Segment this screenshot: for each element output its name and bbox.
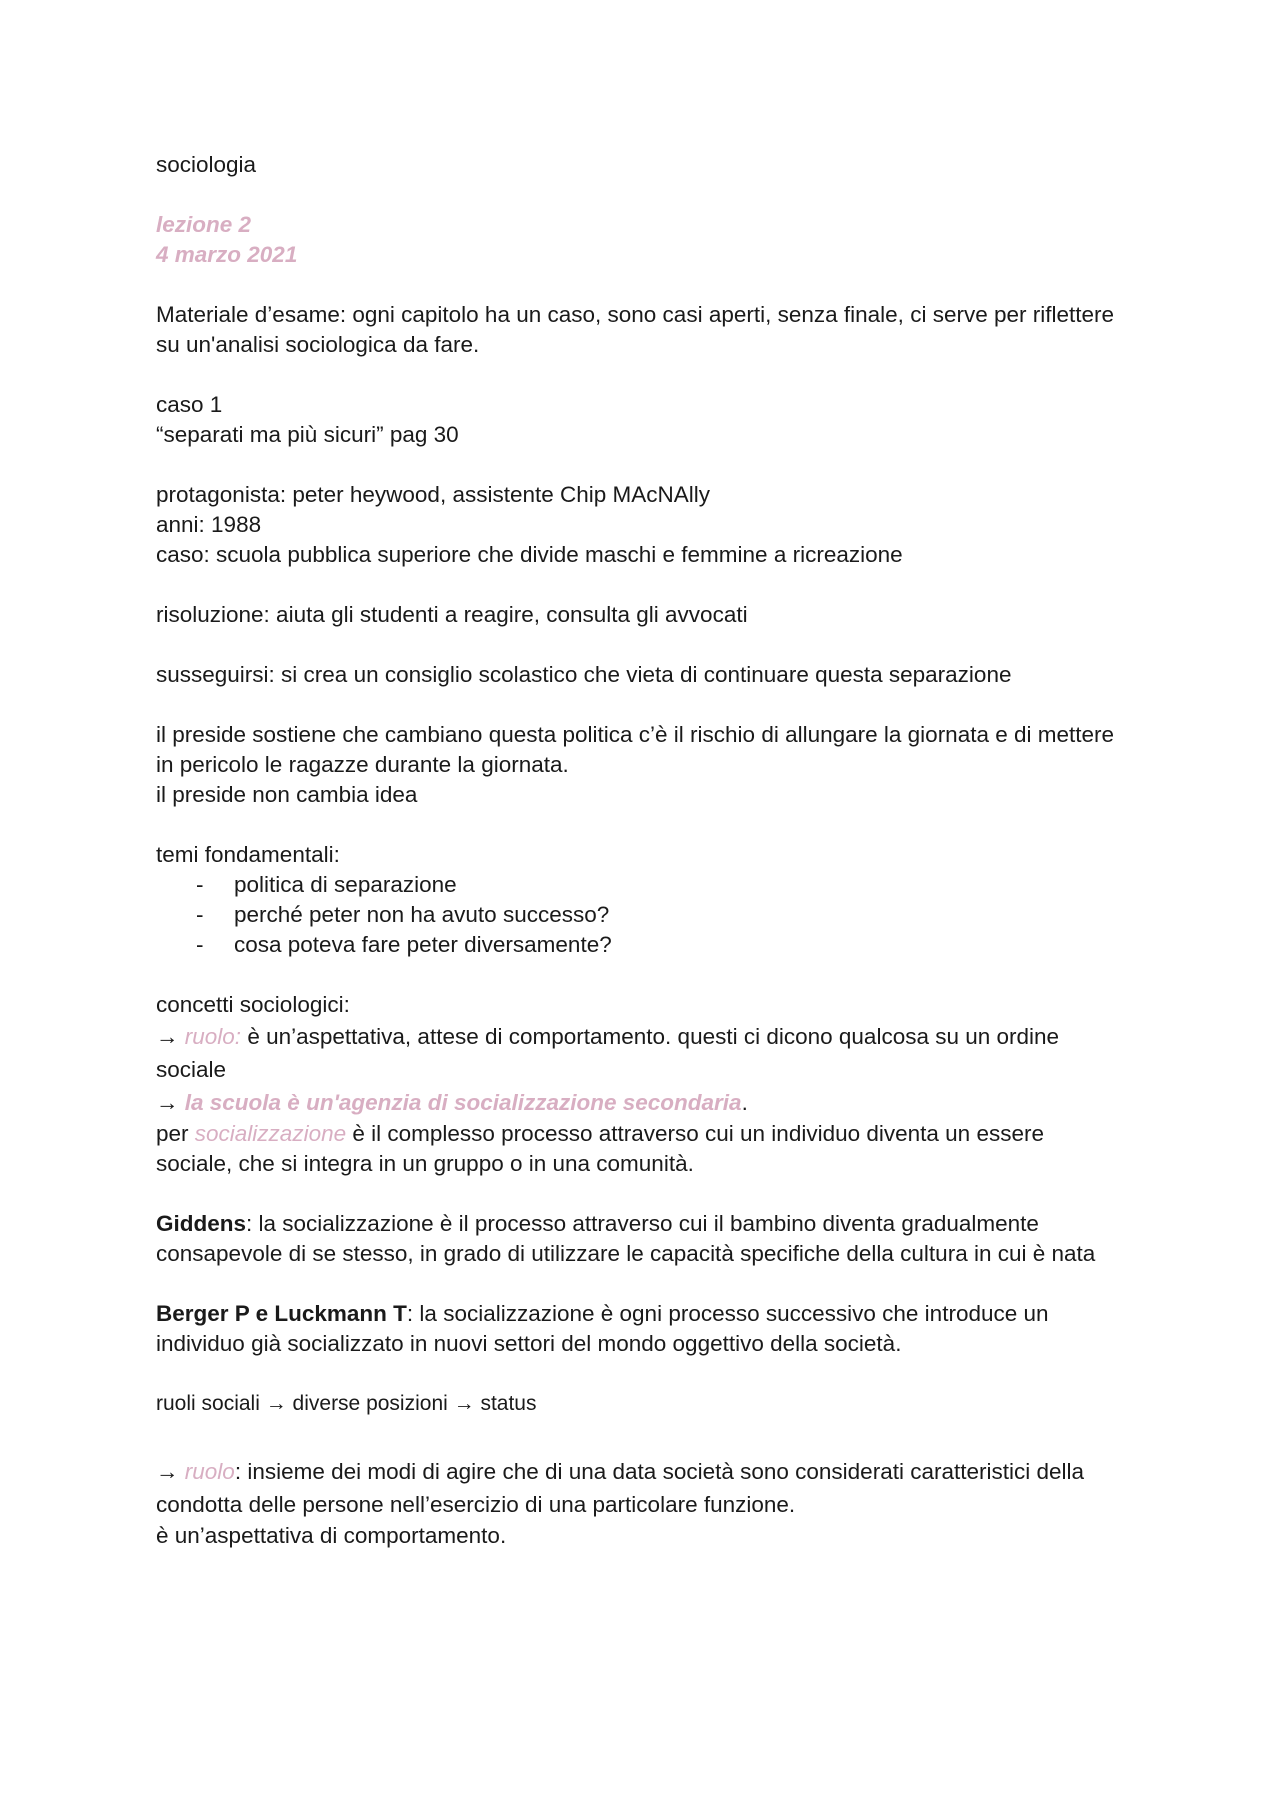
role-definition: → ruolo: è un’aspettativa, attese di comportamento. questi ci dicono qualcosa su un ordine sociale: [156, 1024, 1060, 1082]
dash-bullet: -: [196, 902, 204, 927]
case-label: caso 1: [156, 392, 223, 417]
role2-term: ruolo: [184, 1459, 235, 1484]
list-item: - politica di separazione: [196, 870, 1126, 900]
berger-definition: Berger P e Luckmann T: la socializzazione è ogni processo successivo che introduce un individuo già socializzato in nuovi settori del mondo oggettivo della società.: [156, 1301, 1049, 1356]
role2-extra: è un’aspettativa di comportamento.: [156, 1523, 507, 1548]
themes-list: [156, 870, 1126, 960]
lesson-label: lezione 2: [156, 212, 252, 237]
case-description: caso: scuola pubblica superiore che divide maschi e femmine a ricreazione: [156, 542, 903, 567]
document-page: [156, 150, 1126, 1551]
case-resolution: risoluzione: aiuta gli studenti a reagire, consulta gli avvocati: [156, 602, 748, 627]
list-item: - perché peter non ha avuto successo?: [196, 900, 1126, 930]
socialization-term: socializzazione: [194, 1121, 347, 1146]
intro-paragraph: Materiale d’esame: ogni capitolo ha un caso, sono casi aperti, senza finale, ci serve per riflettere su un'analisi sociologica da fare.: [156, 302, 1115, 357]
berger-name: Berger P e Luckmann T: [156, 1301, 407, 1326]
role-term: ruolo:: [184, 1024, 242, 1049]
case-consequences: susseguirsi: si crea un consiglio scolastico che vieta di continuare questa separazione: [156, 662, 1012, 687]
role2-definition: → ruolo: insieme dei modi di agire che di una data società sono considerati caratteristici della condotta delle persone nell’esercizio di una particolare funzione.: [156, 1459, 1085, 1517]
themes-heading: temi fondamentali:: [156, 842, 340, 867]
lesson-date: 4 marzo 2021: [156, 242, 298, 267]
dash-bullet: -: [196, 932, 204, 957]
giddens-definition: Giddens: la socializzazione è il processo attraverso cui il bambino diventa gradualmente consapevole di se stesso, in grado di utilizzare le capacità specifiche della cultura in cui è nata: [156, 1211, 1096, 1266]
list-item: - cosa poteva fare peter diversamente?: [196, 930, 1126, 960]
arrow-icon: →: [156, 1024, 179, 1049]
school-agency-line: → la scuola è un'agenzia di socializzazione secondaria.: [156, 1090, 748, 1115]
case-title: “separati ma più sicuri” pag 30: [156, 422, 459, 447]
principal-decision: il preside non cambia idea: [156, 782, 418, 807]
dash-bullet: -: [196, 872, 204, 897]
roles-chain: ruoli sociali → diverse posizioni → status: [156, 1392, 537, 1415]
socialization-definition: per socializzazione è il complesso processo attraverso cui un individuo diventa un essere sociale, che si integra in un gruppo o in una comunità.: [156, 1121, 1044, 1176]
case-year: anni: 1988: [156, 512, 262, 537]
doc-title: sociologia: [156, 152, 257, 177]
principal-paragraph: il preside sostiene che cambiano questa politica c’è il rischio di allungare la giornata e di mettere in pericolo le ragazze durante la giornata.: [156, 722, 1115, 777]
concepts-heading: concetti sociologici:: [156, 992, 350, 1017]
arrow-icon: →: [156, 1090, 179, 1115]
school-agency-term: la scuola è un'agenzia di socializzazione secondaria: [184, 1090, 742, 1115]
case-protagonist: protagonista: peter heywood, assistente Chip MAcNAlly: [156, 482, 711, 507]
giddens-name: Giddens: [156, 1211, 247, 1236]
arrow-icon: →: [156, 1459, 179, 1484]
